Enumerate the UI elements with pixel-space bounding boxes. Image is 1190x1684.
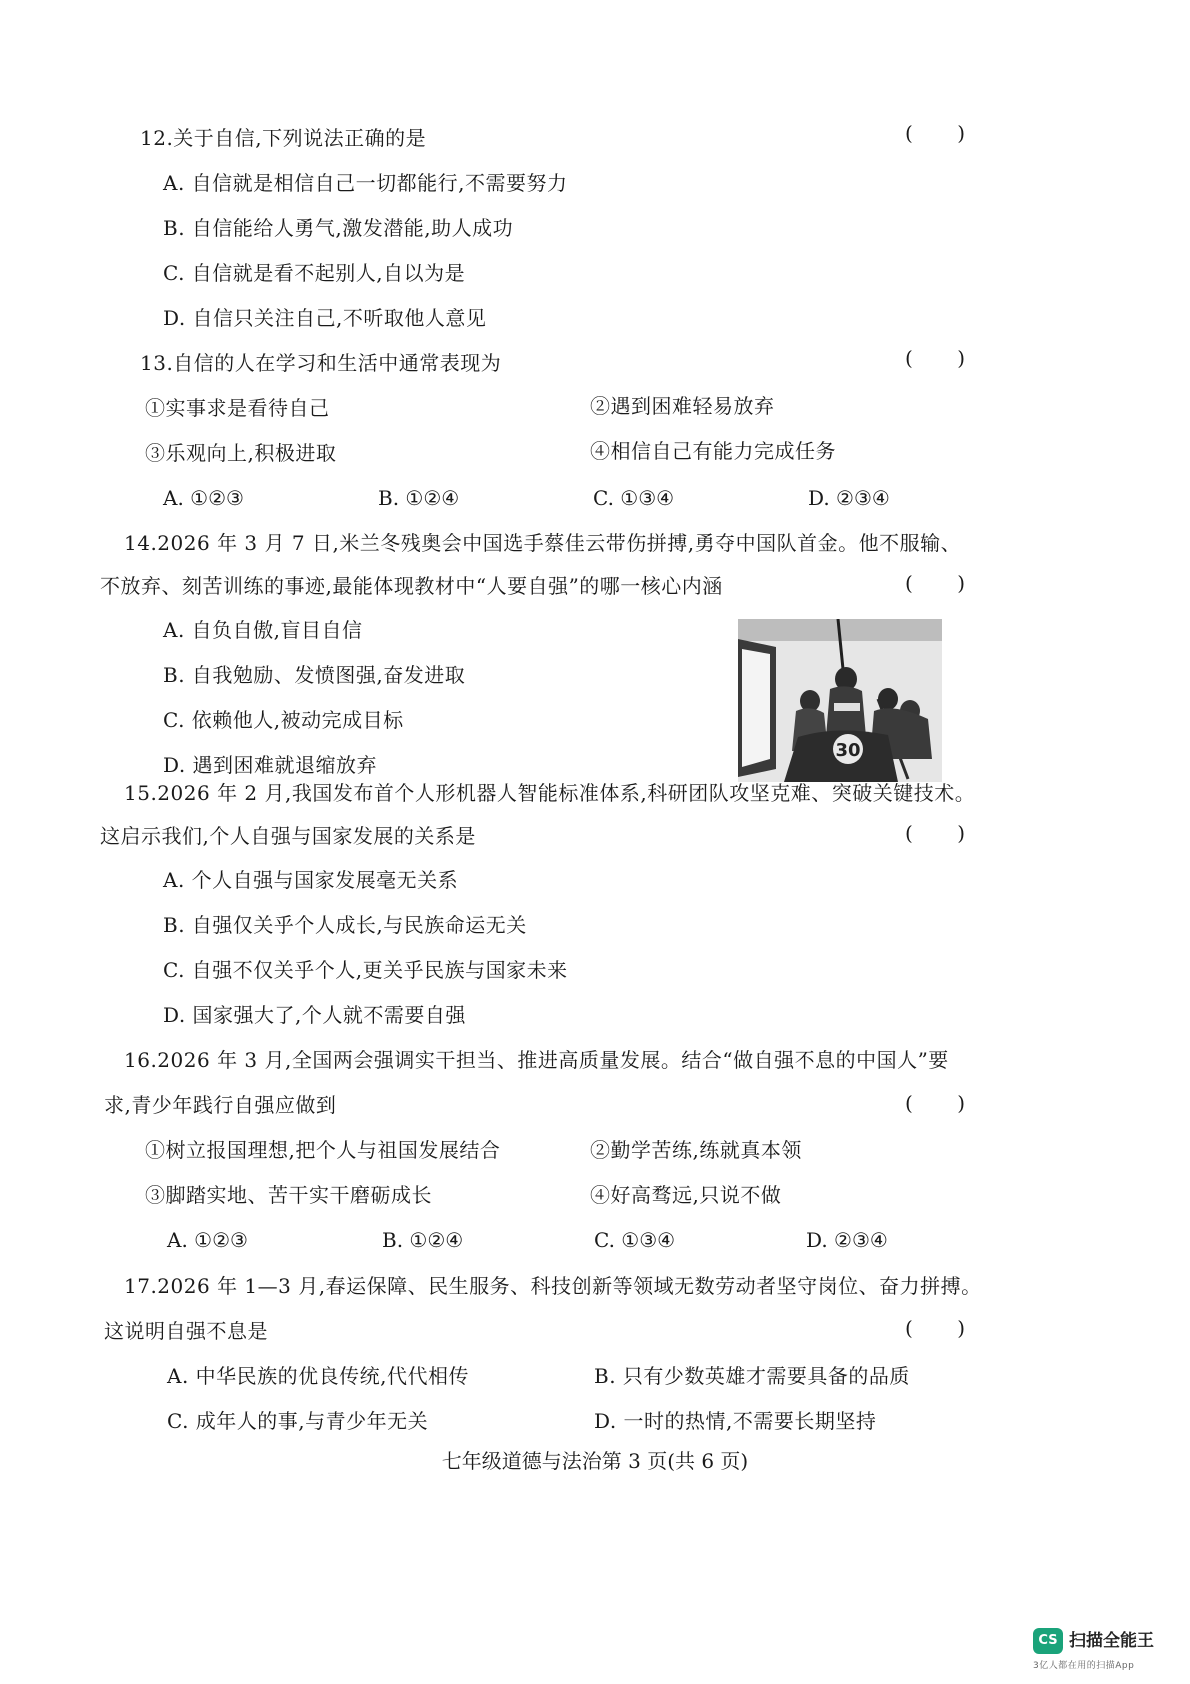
q15-stem-line1: 15.2026 年 2 月,我国发布首个人形机器人智能标准体系,科研团队攻坚克难、突破关键技术。 [124,781,976,805]
q14-option-c: C. 依赖他人,被动完成目标 [163,708,404,732]
q14-option-a: A. 自负自傲,盲目自信 [163,618,363,642]
q15-option-d: D. 国家强大了,个人就不需要自强 [163,1003,466,1027]
q13-answer-bracket: ( ) [905,346,966,370]
q12-stem: 12.关于自信,下列说法正确的是 [140,126,427,150]
q13-item-4: ④相信自己有能力完成任务 [590,439,836,463]
page-footer: 七年级道德与法治第 3 页(共 6 页) [441,1449,749,1473]
q13-choice-b: B. ①②④ [378,486,460,510]
q12-option-a: A. 自信就是相信自己一切都能行,不需要努力 [163,171,568,195]
q13-item-3: ③乐观向上,积极进取 [145,441,337,465]
q17-option-c: C. 成年人的事,与青少年无关 [167,1409,429,1433]
watermark-tagline: 3亿人都在用的扫描App [1033,1661,1135,1671]
q12-answer-bracket: ( ) [905,121,966,145]
q14-para-ice-hockey-photo [738,619,942,782]
q13-choice-c: C. ①③④ [593,486,675,510]
q16-item-2: ②勤学苦练,练就真本领 [590,1138,802,1162]
q13-stem: 13.自信的人在学习和生活中通常表现为 [140,351,502,375]
q14-stem-line2: 不放弃、刻苦训练的事迹,最能体现教材中“人要自强”的哪一核心内涵 [100,574,723,598]
q16-item-1: ①树立报国理想,把个人与祖国发展结合 [145,1138,501,1162]
q13-choice-a: A. ①②③ [163,486,244,510]
q13-item-2: ②遇到困难轻易放弃 [590,394,775,418]
q16-choice-d: D. ②③④ [806,1228,888,1252]
q12-option-d: D. 自信只关注自己,不听取他人意见 [163,306,487,330]
q17-stem-line2: 这说明自强不息是 [104,1319,268,1343]
q15-stem-line2: 这启示我们,个人自强与国家发展的关系是 [100,824,476,848]
q16-answer-bracket: ( ) [905,1091,966,1115]
q14-stem-line1: 14.2026 年 3 月 7 日,米兰冬残奥会中国选手蔡佳云带伤拼搏,勇夺中国队首金。他不服输、 [124,531,962,555]
q12-option-b: B. 自信能给人勇气,激发潜能,助人成功 [163,216,514,240]
q16-stem-line1: 16.2026 年 3 月,全国两会强调实干担当、推进高质量发展。结合“做自强不息的中国人”要 [124,1048,949,1072]
q17-option-b: B. 只有少数英雄才需要具备的品质 [594,1364,910,1388]
q16-choice-c: C. ①③④ [594,1228,676,1252]
q15-option-a: A. 个人自强与国家发展毫无关系 [163,868,459,892]
q16-item-3: ③脚踏实地、苦干实干磨砺成长 [145,1183,432,1207]
q13-item-1: ①实事求是看待自己 [145,396,330,420]
q13-choice-d: D. ②③④ [808,486,890,510]
camscanner-logo-icon: CS [1033,1628,1063,1654]
watermark-app-name: 扫描全能王 [1069,1631,1154,1651]
q14-option-b: B. 自我勉励、发愤图强,奋发进取 [163,663,466,687]
q17-option-d: D. 一时的热情,不需要长期坚持 [594,1409,877,1433]
q12-option-c: C. 自信就是看不起别人,自以为是 [163,261,466,285]
q16-choice-b: B. ①②④ [382,1228,464,1252]
q15-answer-bracket: ( ) [905,821,966,845]
q17-answer-bracket: ( ) [905,1316,966,1340]
q17-option-a: A. 中华民族的优良传统,代代相传 [167,1364,470,1388]
q16-stem-line2: 求,青少年践行自强应做到 [104,1093,337,1117]
q16-choice-a: A. ①②③ [167,1228,248,1252]
q16-item-4: ④好高骛远,只说不做 [590,1183,782,1207]
q14-photo-jersey-number: 30 [835,740,861,761]
scanner-watermark [1033,1628,1173,1674]
q14-option-d: D. 遇到困难就退缩放弃 [163,753,378,777]
q14-answer-bracket: ( ) [905,571,966,595]
q17-stem-line1: 17.2026 年 1—3 月,春运保障、民生服务、科技创新等领域无数劳动者坚守岗位、奋力拼搏。 [124,1274,982,1298]
q15-option-c: C. 自强不仅关乎个人,更关乎民族与国家未来 [163,958,568,982]
q15-option-b: B. 自强仅关乎个人成长,与民族命运无关 [163,913,527,937]
